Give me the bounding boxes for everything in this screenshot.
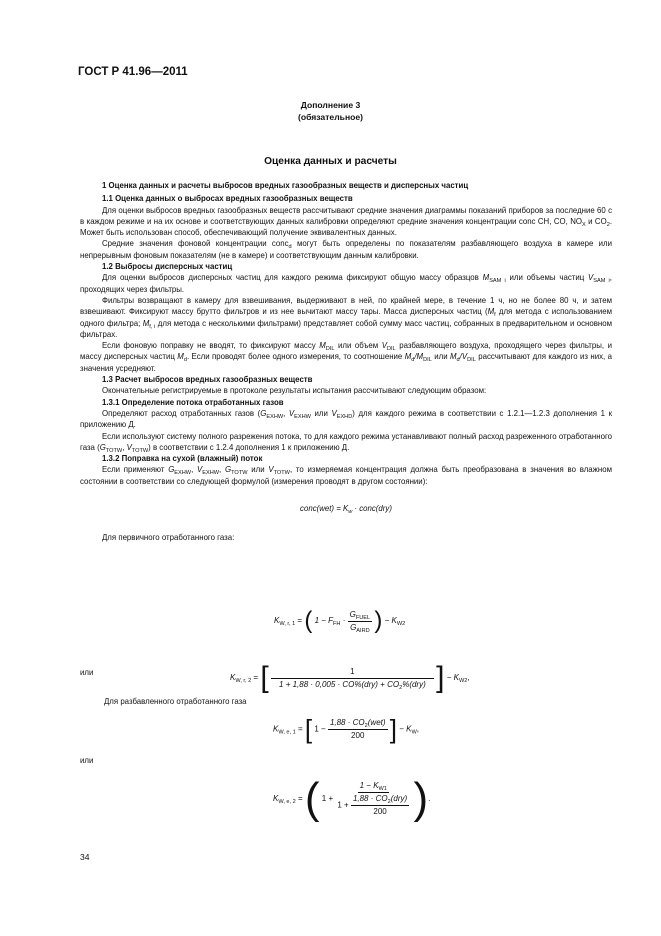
label-diluted-gas: Для разбавленного отработанного газа [104, 697, 247, 706]
paragraph-6: Окончательные регистрируемые в протоколе результаты испытания рассчитывают следующим образом: [102, 386, 487, 396]
paragraph-8: Если используют систему полного разрежения потока, то для каждого режима устанавливают полный расход разреженного отработанного газа ($G_{TOTW}$, $V_{TOTW}$) в соответствии с 1.2.4 дополнения 1 к приложению Д. [80, 431, 612, 454]
heading-1-3-1: 1.3.1 Определение потока отработанных газов [102, 397, 284, 407]
document-header: ГОСТ Р 41.96—2011 [78, 66, 188, 78]
label-primary-gas: Для первичного отработанного газа: [102, 533, 235, 543]
document-body [80, 180, 612, 552]
formula-kw-e-2: $K_{W, e, 2}$ = ( 1 + $1 - K_{W1}$ 1 + $\frac{1,88 \cdot CO_2(dry)}{200}$ ). [273, 774, 431, 823]
page-number: 34 [80, 852, 90, 862]
heading-1-3: 1.3 Расчет выбросов вредных газообразных веществ [102, 375, 313, 385]
heading-1-3-2: 1.3.2 Поправка на сухой (влажный) поток [102, 454, 263, 464]
paragraph-5: Если фоновую поправку не вводят, то фиксируют массу $M_{DIL}$ или объем $V_{DIL}$ разбавляющего воздуха, проходящего через фильтры, и массу дисперсных частиц $M_d$. Если проводят более одного измерения, то соотношение $M_d/M_{DIL}$ или $M_d/V_{DIL}$ рассчитывают для каждого из них, а значения усредняют. [80, 341, 612, 373]
formula-kw-r-2: $K_{W, r, 2}$ = [ $\frac{1}{1 + 1,88 \cdot 0,005 \cdot CO\%(dry) + CO_2\%(dry)}$ ] − $K_{W2}$, [230, 661, 470, 694]
paragraph-7: Определяют расход отработанных газов ($G_{EXHW}$, $V_{EXHW}$ или $V_{EXHD}$) для каждого режима в соответствии с 1.2.1—1.2.3 дополнения 1 к приложению Д. [80, 408, 613, 430]
paragraph-4: Фильтры возвращают в камеру для взвешивания, выдерживают в ней, по крайней мере, в течение 1 ч, но не более 80 ч, и затем взвешивают. Фиксируют массу брутто фильтров и из нее вычитают массу тары. Масса дисперсных частиц ($M_f$ для метода с использованием одного фильтра; $M_{f, i}$ для метода с несколькими фильтрами) представляет собой сумму масс частиц, собранных в предварительном и основном фильтрах. [80, 295, 612, 339]
formula-kw-r-1: $K_{W, r, 1}$ = ( $1 - F_{FH}$ · $\frac{G_{FUEL}}{G_{AIRD}}$ ) − $K_{W2}$ [274, 607, 406, 634]
section-title: Оценка данных и расчеты [264, 156, 397, 167]
paragraph-2: Средние значения фоновой концентрации conc$_d$ могут быть определены по показателям разбавляющего воздуха в камере или непрерывным фоновым показателям (не в камере) и соответствующим данным калибровки. [80, 239, 613, 260]
paragraph-3: Для оценки выбросов дисперсных частиц для каждого режима фиксируют общую массу образцов $M_{SAM i}$ или объемы частиц $V_{SAM i}$, проходящих через фильтры. [80, 273, 612, 294]
heading-1: 1 Оценка данных и расчеты выбросов вредных газообразных веществ и дисперсных частиц [102, 181, 469, 190]
appendix-number: Дополнение 3 [300, 100, 361, 110]
heading-1-2: 1.2 Выбросы дисперсных частиц [102, 262, 233, 272]
or-1: или [80, 668, 94, 677]
paragraph-9: Если применяют $G_{EXHW}$, $V_{EXHW}$, $G_{TOTW}$ или $V_{TOTW}$, то измеряемая концентрация должна быть преобразована в значения во влажном состоянии в соответствии со следующей формулой (измерения проводят в другом состоянии): [80, 465, 613, 486]
heading-1-1: 1.1 Оценка данных о выбросах вредных газообразных веществ [102, 194, 353, 204]
appendix-status: (обязательное) [297, 112, 364, 122]
formula-kw-e-1: $K_{W, e, 1}$ = [ 1 − $\frac{1,88 \cdot CO_2(wet)}{200}$ ] − $K_W$, [273, 714, 419, 744]
paragraph-1: Для оценки выбросов вредных газообразных веществ рассчитывают средние значения диаграммы показаний приборов за последние 60 с в каждом режиме и на их основе и соответствующих данных калибровки определяют средние значения концентрации conc CH, CO, $NO_X$ и $CO_2$. Может быть использован способ, обеспечивающий получение эквивалентных данных. [80, 205, 613, 238]
or-2: или [80, 756, 94, 765]
equation-conc-wet: conc(wet) = $K_w$ · conc(dry) [300, 504, 392, 516]
